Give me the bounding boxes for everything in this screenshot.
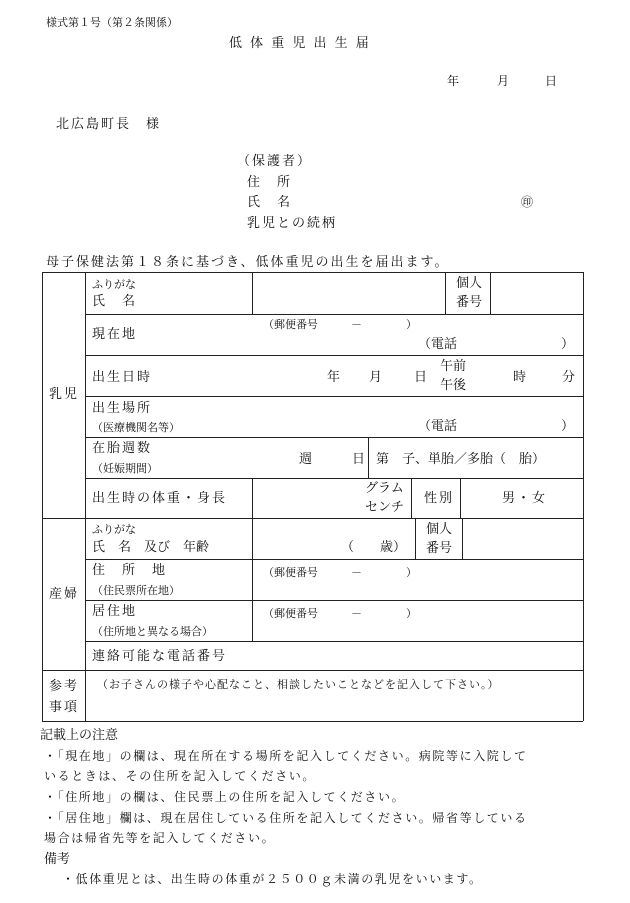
note-line: ・「現在地」の欄は、現在所在する場所を記入してください。病院等に入院して bbox=[44, 749, 528, 763]
birth-order-label: 第 子、単胎／多胎（ 胎） bbox=[376, 452, 546, 467]
note-line: ・「居住地」欄は、現在居住している住所を記入してください。帰省等している bbox=[44, 811, 528, 825]
hour-label: 時 bbox=[513, 370, 527, 385]
residence-sublabel: （住所地と異なる場合） bbox=[92, 625, 213, 638]
mother-furigana-label: ふりがな bbox=[92, 523, 136, 536]
row-line bbox=[85, 437, 583, 438]
table-border-top bbox=[42, 272, 583, 273]
birthplace-sublabel: （医療機関名等） bbox=[92, 421, 180, 434]
mother-address-label: 住 所 地 bbox=[92, 563, 168, 578]
col-line bbox=[368, 437, 369, 478]
intro-text: 母子保健法第１８条に基づき、低体重児の出生を届出ます。 bbox=[46, 255, 450, 270]
minute-label: 分 bbox=[562, 370, 576, 385]
mother-personal-number-label-2: 番号 bbox=[426, 541, 453, 556]
mother-section-label: 産婦 bbox=[49, 587, 80, 602]
current-location-postal: （郵便番号 － ） bbox=[263, 318, 417, 331]
date-month-label: 月 bbox=[497, 74, 510, 88]
addressee: 北広島町長 様 bbox=[56, 117, 162, 132]
table-border-left bbox=[42, 272, 43, 721]
pm-label: 午後 bbox=[440, 378, 467, 393]
current-location-label: 現在地 bbox=[92, 327, 138, 342]
row-line bbox=[42, 670, 583, 671]
col-line bbox=[252, 478, 253, 641]
row-line bbox=[85, 314, 583, 315]
residence-label: 居住地 bbox=[92, 604, 138, 619]
col-line bbox=[490, 272, 491, 315]
row-line bbox=[85, 396, 583, 397]
mother-address-sublabel: （住民票所在地） bbox=[92, 584, 180, 597]
seal-mark: ㊞ bbox=[521, 195, 534, 209]
row-line bbox=[85, 355, 583, 356]
residence-postal: （郵便番号 － ） bbox=[263, 607, 417, 620]
row-line bbox=[85, 600, 583, 601]
weight-height-label: 出生時の体重・身長 bbox=[92, 491, 228, 506]
guardian-name-label: 氏 名 bbox=[247, 195, 293, 210]
guardian-address-label: 住 所 bbox=[247, 175, 293, 190]
am-label: 午前 bbox=[440, 359, 467, 374]
date-year-label: 年 bbox=[447, 74, 460, 88]
remarks-label-2: 事項 bbox=[49, 700, 80, 715]
row-line bbox=[85, 641, 583, 642]
weeks-label: 週 bbox=[299, 452, 313, 467]
mother-name-age-label: 氏 名 及び 年齢 bbox=[92, 540, 210, 555]
birth-datetime-label: 出生日時 bbox=[92, 370, 153, 385]
page-title: 低 体 重 児 出 生 届 bbox=[229, 36, 371, 51]
notes-heading: 記載上の注意 bbox=[40, 728, 119, 743]
note-line: いるときは、その住所を記入してください。 bbox=[44, 769, 317, 783]
guardian-heading: （保護者） bbox=[237, 154, 313, 169]
row-line bbox=[85, 478, 583, 479]
current-location-phone: （電話 ） bbox=[418, 337, 575, 352]
infant-personal-number-label-1: 個人 bbox=[456, 276, 483, 291]
contact-phone-label: 連絡可能な電話番号 bbox=[92, 649, 228, 664]
birthplace-label: 出生場所 bbox=[92, 401, 153, 416]
mother-age-paren: （ 歳） bbox=[341, 540, 407, 555]
biko-line: ・低体重児とは、出生時の体重が２５００ｇ未満の乳児をいいます。 bbox=[62, 872, 483, 886]
sex-label: 性別 bbox=[424, 491, 455, 506]
form-number: 様式第１号（第２条関係） bbox=[46, 16, 178, 29]
birth-month-label: 月 bbox=[369, 370, 383, 385]
col-line bbox=[411, 478, 412, 519]
birth-year-label: 年 bbox=[327, 370, 341, 385]
infant-furigana-label: ふりがな bbox=[92, 278, 136, 291]
col-line bbox=[85, 272, 86, 721]
row-line bbox=[42, 518, 583, 519]
infant-personal-number-label-2: 番号 bbox=[456, 295, 483, 310]
birth-day-label: 日 bbox=[414, 370, 428, 385]
date-day-label: 日 bbox=[545, 74, 558, 88]
centi-label: センチ bbox=[365, 500, 405, 515]
col-line bbox=[462, 518, 463, 560]
gram-label: グラム bbox=[365, 481, 404, 496]
table-border-right bbox=[583, 272, 584, 721]
sex-value: 男・女 bbox=[502, 491, 548, 506]
remarks-label-1: 参考 bbox=[49, 679, 80, 694]
remarks-hint: （お子さんの様子や心配なこと、相談したいことなどを記入して下さい。） bbox=[97, 678, 500, 691]
note-line: 場合は帰省先等を記入してください。 bbox=[44, 831, 276, 845]
guardian-relation-label: 乳児との続柄 bbox=[247, 216, 338, 231]
col-line bbox=[460, 478, 461, 519]
note-line: ・「住所地」の欄は、住民票上の住所を記入してください。 bbox=[44, 790, 406, 804]
col-line bbox=[252, 272, 253, 315]
birthplace-phone: （電話 ） bbox=[418, 419, 575, 434]
infant-name-label: 氏 名 bbox=[92, 294, 138, 309]
table-border-bottom bbox=[42, 721, 583, 722]
mother-address-postal: （郵便番号 － ） bbox=[263, 566, 417, 579]
gestation-label: 在胎週数 bbox=[92, 441, 153, 456]
days-label: 日 bbox=[352, 452, 366, 467]
infant-section-label: 乳児 bbox=[49, 387, 80, 402]
row-line bbox=[85, 559, 583, 560]
col-line bbox=[415, 518, 416, 560]
mother-personal-number-label-1: 個人 bbox=[426, 522, 453, 537]
biko-heading: 備考 bbox=[44, 852, 71, 867]
gestation-sublabel: （妊娠期間） bbox=[92, 462, 158, 475]
col-line bbox=[445, 272, 446, 315]
